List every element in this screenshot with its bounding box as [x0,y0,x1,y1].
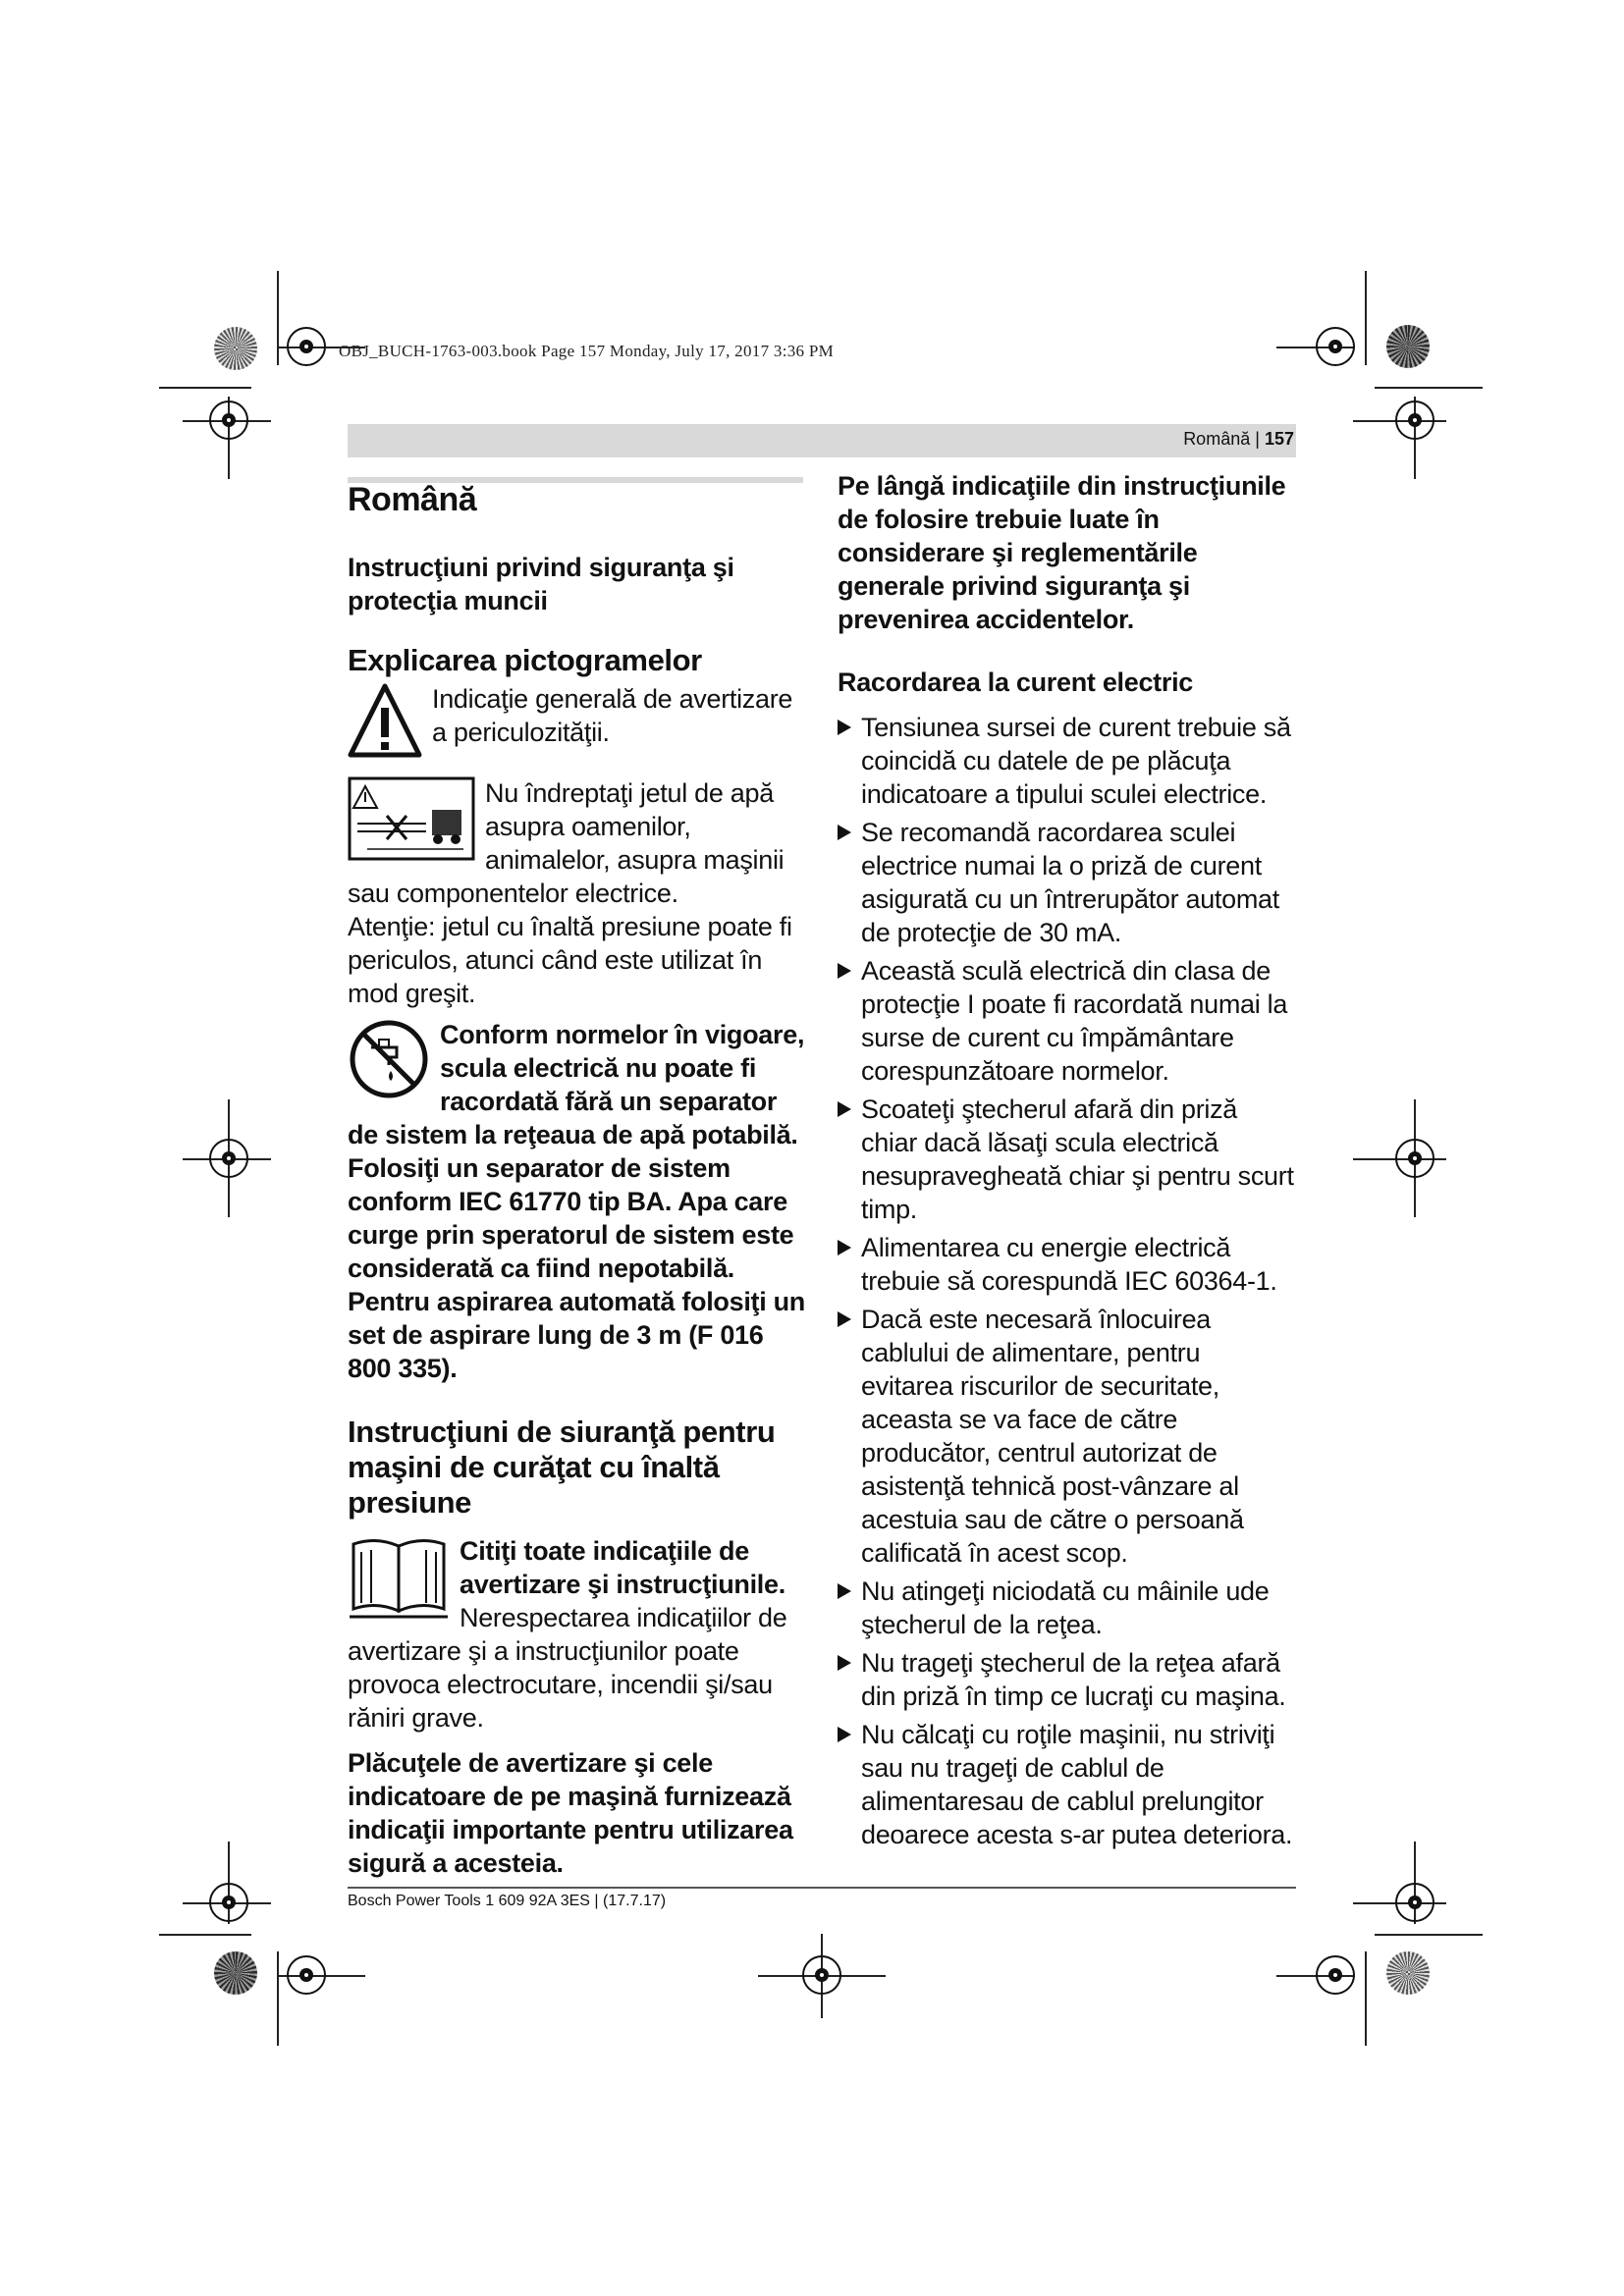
crop-mark [1365,1951,1367,2046]
page-footer: Bosch Power Tools 1 609 92A 3ES | (17.7.17) [348,1893,667,1909]
crop-mark [277,271,279,365]
pictogram-separator [348,1018,809,1385]
warning-triangle-icon [348,682,422,761]
header-language: Română [1183,429,1251,449]
manual-book-icon [348,1534,450,1621]
registration-mark [287,1955,326,1995]
high-pressure-heading: Instrucţiuni de siuranţă pentru maşini de curăţat cu înaltă presiune [348,1415,776,1520]
header-separator: | [1255,429,1260,449]
color-bar-mark-top-left [214,327,257,370]
list-item: Această sculă electrică din clasa de protecţie I poate fi racordată numai la surse de curent cu împământare corespunzătoare normelor. [838,954,1299,1088]
crop-mark [277,1951,279,2046]
bullet-arrow-icon [838,1311,851,1327]
running-header [1183,429,1294,450]
warning-plates-text: Plăcuţele de avertizare şi cele indicatoare de pe maşină furnizează indicaţii importante pentru utilizarea sigură a acesteia. [348,1748,793,1878]
warning-text: Indicaţie generală de avertizare a periculozităţii. [432,684,793,747]
list-item: Dacă este necesară înlocuirea cablului de alimentare, pentru evitarea riscurilor de securitate, aceasta se va face de către producător, centrul autorizat de asistenţă tehnică post-vânzare al acestuia sau de către o persoană calificată în acest scop. [838,1303,1299,1570]
separator-text: Conform normelor în vigoare, scula electrică nu poate fi racordată fără un separator de sistem la reţeaua de apă potabilă. Folosiţi un separator de sistem conform IEC 61770 tip BA. Apa care curge prin speratorul de sistem este considerată ca fiind nepotabilă. Pentru aspirarea automată folosiţi un set de aspirare lung de 3 m (F 016 800 335). [348,1020,806,1383]
list-item: Se recomandă racordarea sculei electrice numai la o priză de curent asigurată cu un întrerupător automat de protecţie de 30 mA. [838,816,1299,949]
no-drinking-water-icon [348,1018,430,1100]
water-jet-warning-icon [348,776,475,861]
read-instructions-text: Nerespectarea indicaţiilor de avertizare şi a instrucţiunilor poate provoca electrocutare, incendii şi/sau răniri grave. [348,1603,787,1733]
power-heading: Racordarea la curent electric [838,667,1193,697]
page-number: 157 [1264,429,1294,449]
list-item: Nu trageţi ştecherul de la reţea afară din priză în timp ce lucraţi cu maşina. [838,1646,1299,1713]
list-item: Alimentarea cu energie electrică trebuie să corespundă IEC 60364-1. [838,1231,1299,1298]
list-item: Tensiunea sursei de curent trebuie să coincidă cu datele de pe plăcuţa indicatoare a tipului sculei electrice. [838,711,1299,811]
bullet-arrow-icon [838,1655,851,1671]
bullet-arrow-icon [838,1240,851,1255]
registration-mark [1395,1139,1435,1178]
running-header-bar [348,424,1296,457]
registration-mark [1316,1955,1355,1995]
pictogram-water-jet [348,776,809,910]
pictogram-warning [348,682,809,761]
jet-text: Nu îndreptaţi jetul de apă asupra oamenilor, animalelor, asupra maşinii sau componentelor electrice. [348,778,785,908]
language-title: Română [348,481,477,518]
crop-mark [159,1934,251,1936]
crop-mark [1375,387,1483,389]
power-bullet-list [838,711,1299,1851]
color-bar-mark-top-right [1386,325,1430,368]
registration-mark [287,327,326,366]
bullet-arrow-icon [838,720,851,735]
intro-text: Pe lângă indicaţiile din instrucţiunile de folosire trebuie luate în considerare şi reglementările generale privind siguranţa şi prevenirea accidentelor. [838,471,1286,634]
color-bar-mark-bottom-right [1386,1951,1430,1995]
registration-mark [209,1139,248,1178]
file-stamp: OBJ_BUCH-1763-003.book Page 157 Monday, July 17, 2017 3:36 PM [339,342,835,360]
color-bar-mark-bottom-left [214,1951,257,1995]
crop-mark [1365,271,1367,365]
registration-mark [1395,400,1435,440]
bullet-arrow-icon [838,1101,851,1117]
crop-mark [1375,1934,1483,1936]
jet-caution: Atenţie: jetul cu înaltă presiune poate fi periculos, atunci când este utilizat în mod greşit. [348,912,792,1008]
registration-mark [802,1955,841,1995]
pictograms-heading: Explicarea pictogramelor [348,643,702,677]
list-item: Nu călcaţi cu roţile maşinii, nu striviţi sau nu trageţi de cablul de alimentaresau de cablul prelungitor deoarece acesta s-ar putea deteriora. [838,1718,1299,1851]
list-item: Nu atingeţi niciodată cu mâinile ude ştecherul de la reţea. [838,1575,1299,1641]
bullet-arrow-icon [838,1727,851,1742]
pictogram-manual [348,1534,809,1735]
registration-mark [209,400,248,440]
list-item: Scoateţi ştecherul afară din priză chiar dacă lăsaţi scula electrică nesupravegheată chiar şi pentru scurt timp. [838,1093,1299,1226]
registration-mark [1316,327,1355,366]
registration-mark [1395,1883,1435,1922]
bullet-arrow-icon [838,825,851,840]
column-right [838,469,1299,1856]
crop-mark [159,387,251,389]
bullet-arrow-icon [838,1583,851,1599]
safety-heading: Instrucţiuni privind siguranţa şi protecţia muncii [348,553,734,615]
column-left [348,477,809,1880]
read-instructions-bold: Citiţi toate indicaţiile de avertizare şi instrucţiunile. [460,1536,785,1599]
registration-mark [209,1883,248,1922]
footer-rule [348,1887,1296,1889]
bullet-arrow-icon [838,963,851,979]
